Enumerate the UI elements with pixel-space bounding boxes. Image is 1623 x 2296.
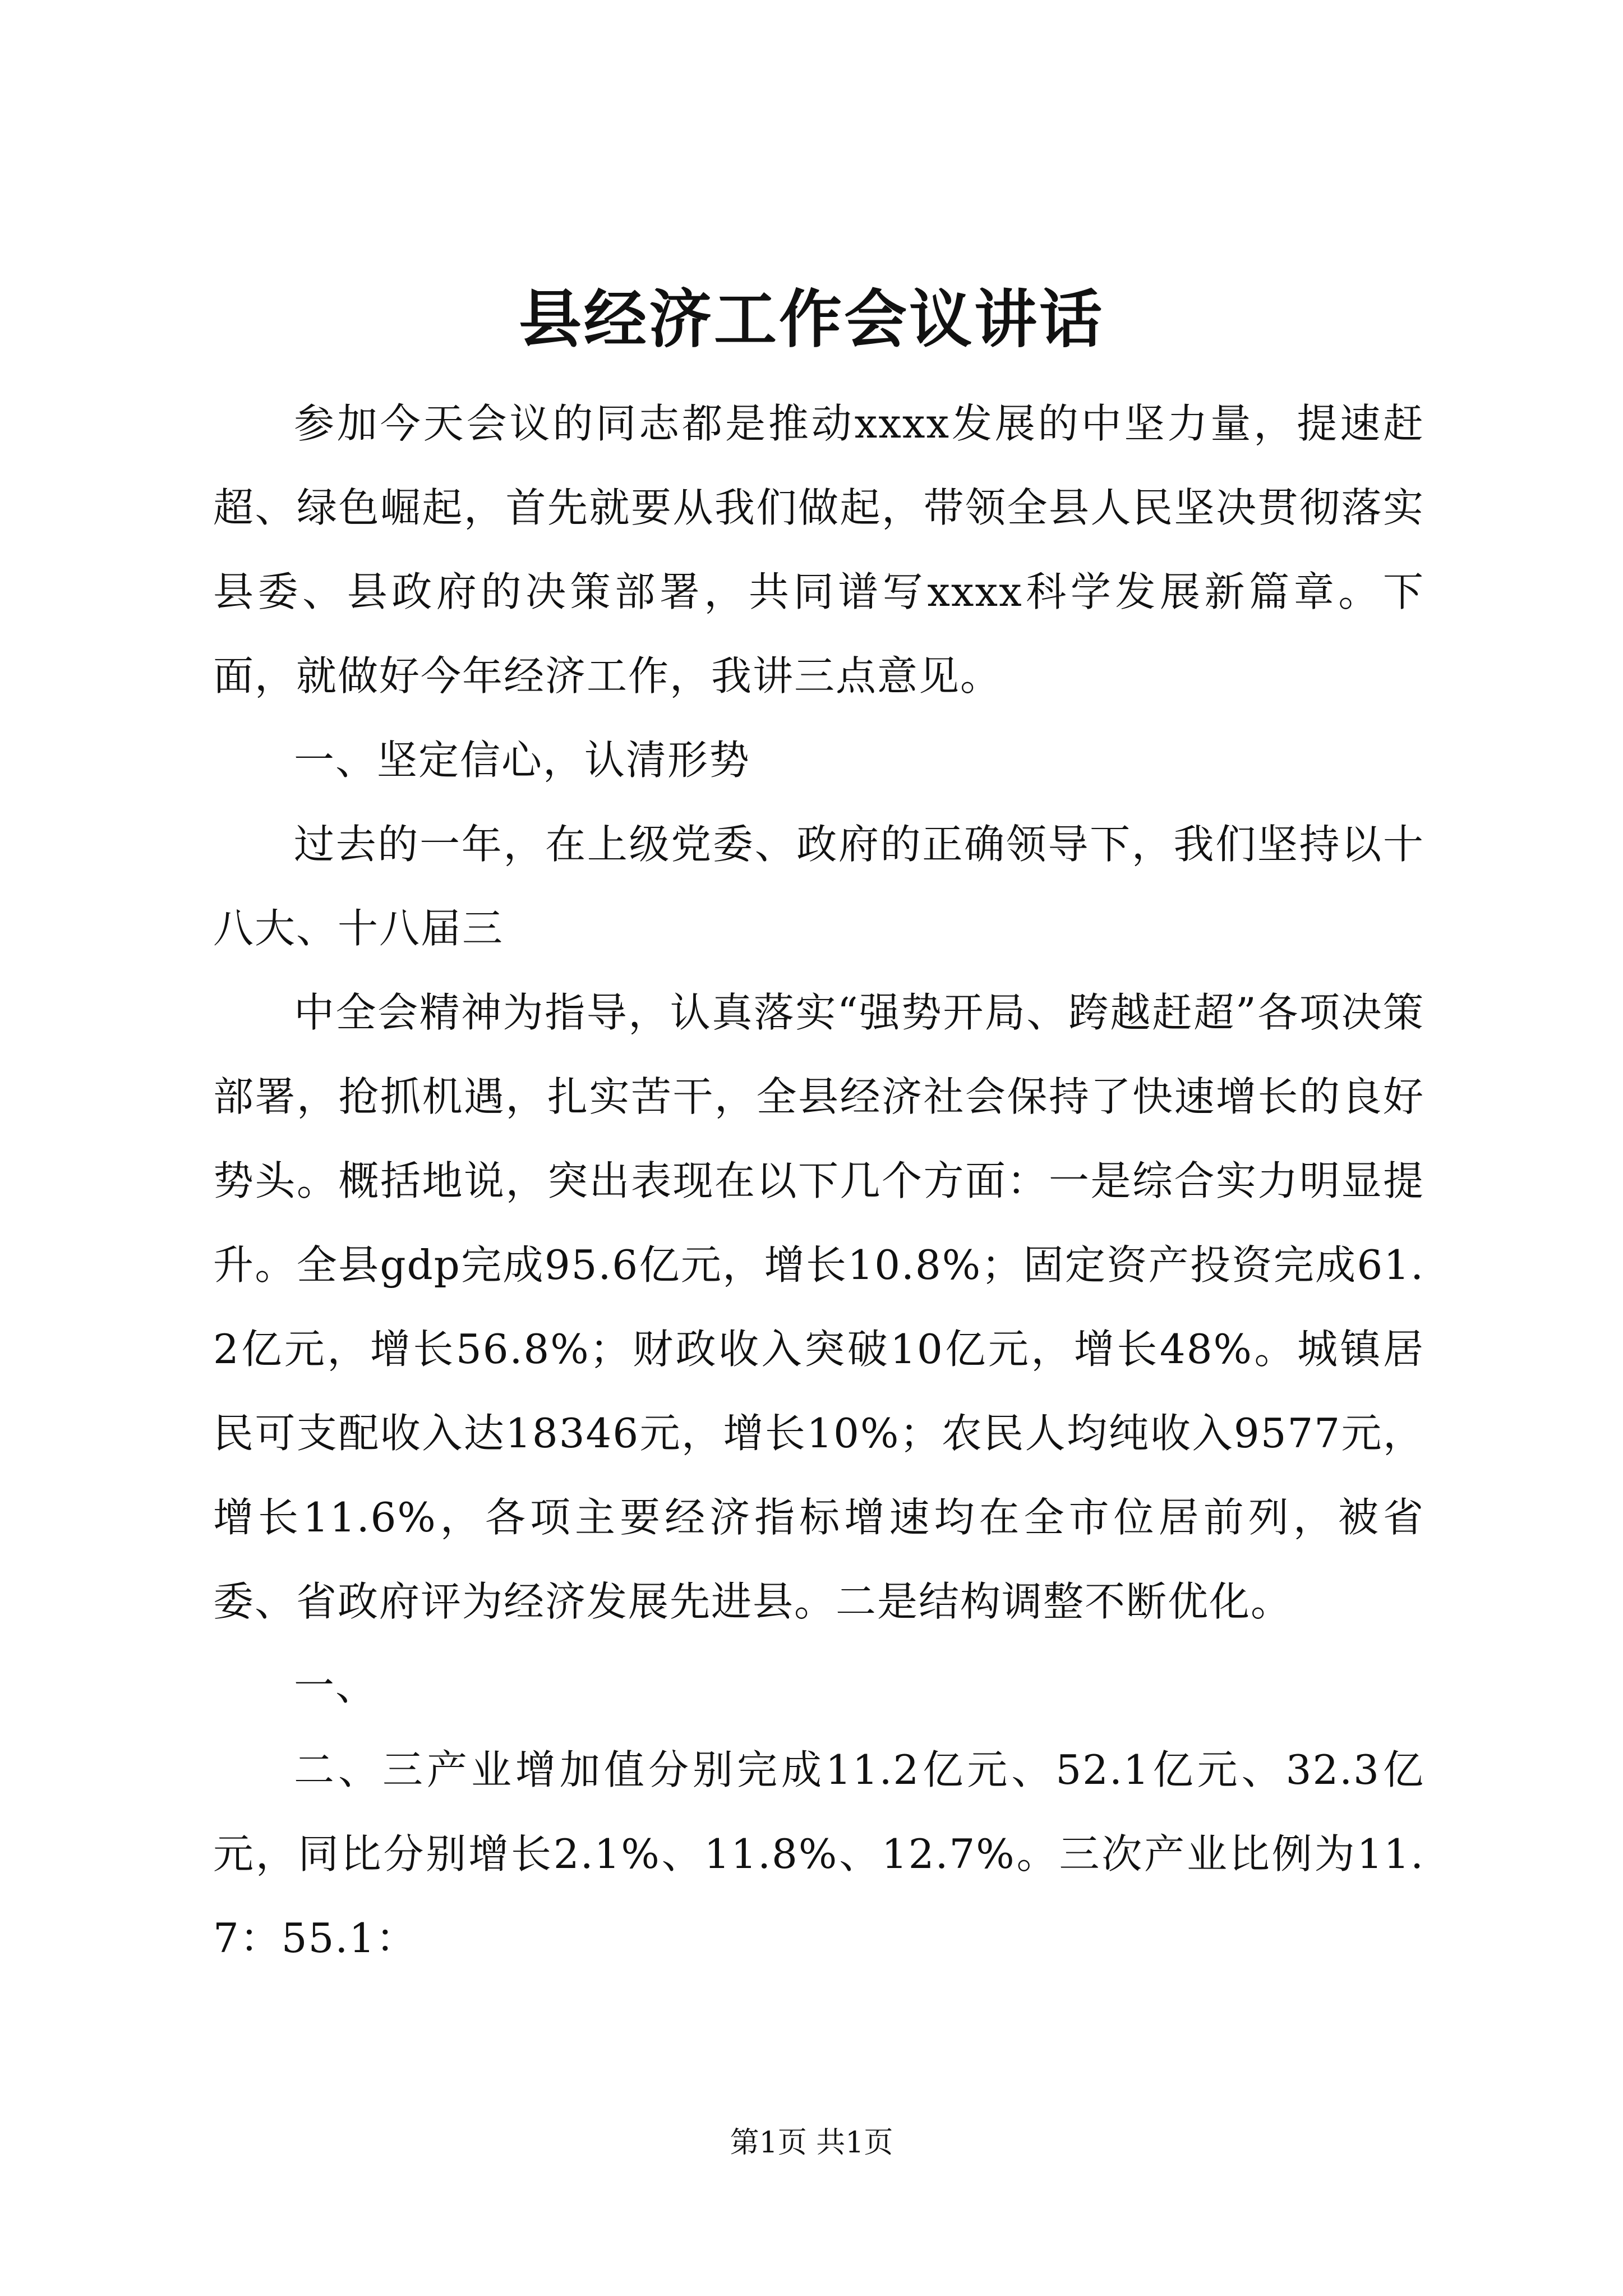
paragraph-achievements: 中全会精神为指导，认真落实“强势开局、跨越赶超”各项决策部署，抢抓机遇，扎实苦干，全县经济社会保持了快速增长的良好势头。概括地说，突出表现在以下几个方面：一是综合实力明显提升。全县gdp完成95.6亿元，增长10.8%；固定资产投资完成61.2亿元，增长56.8%；财政收入突破10亿元，增长48%。城镇居民可支配收入达18346元，增长10%；农民人均纯收入9577元，增长11.6%，各项主要经济指标增速均在全市位居前列，被省委、省政府评为经济发展先进县。二是结构调整不断优化。 [213,989,1424,1625]
paragraph-intro: 参加今天会议的同志都是推动xxxx发展的中坚力量，提速赶超、绿色崛起，首先就要从我们做起，带领全县人民坚决贯彻落实县委、县政府的决策部署，共同谱写xxxx科学发展新篇章。下面，就做好今年经济工作，我讲三点意见。 [213,400,1424,700]
page-footer: 第1页 共1页 [730,2126,893,2160]
paragraph-fragment: 一、 [294,1662,377,1709]
document-body [213,381,1424,1980]
document-title: 县经济工作会议讲话 [519,283,1104,356]
paragraph-industry: 二、三产业增加值分别完成11.2亿元、52.1亿元、32.3亿元，同比分别增长2.1%、11.8%、12.7%。三次产业比例为11.7：55.1： [213,1746,1424,1962]
section-heading-1: 一、坚定信心，认清形势 [294,737,751,784]
paragraph-past-year: 过去的一年，在上级党委、政府的正确领导下，我们坚持以十八大、十八届三 [213,821,1424,952]
